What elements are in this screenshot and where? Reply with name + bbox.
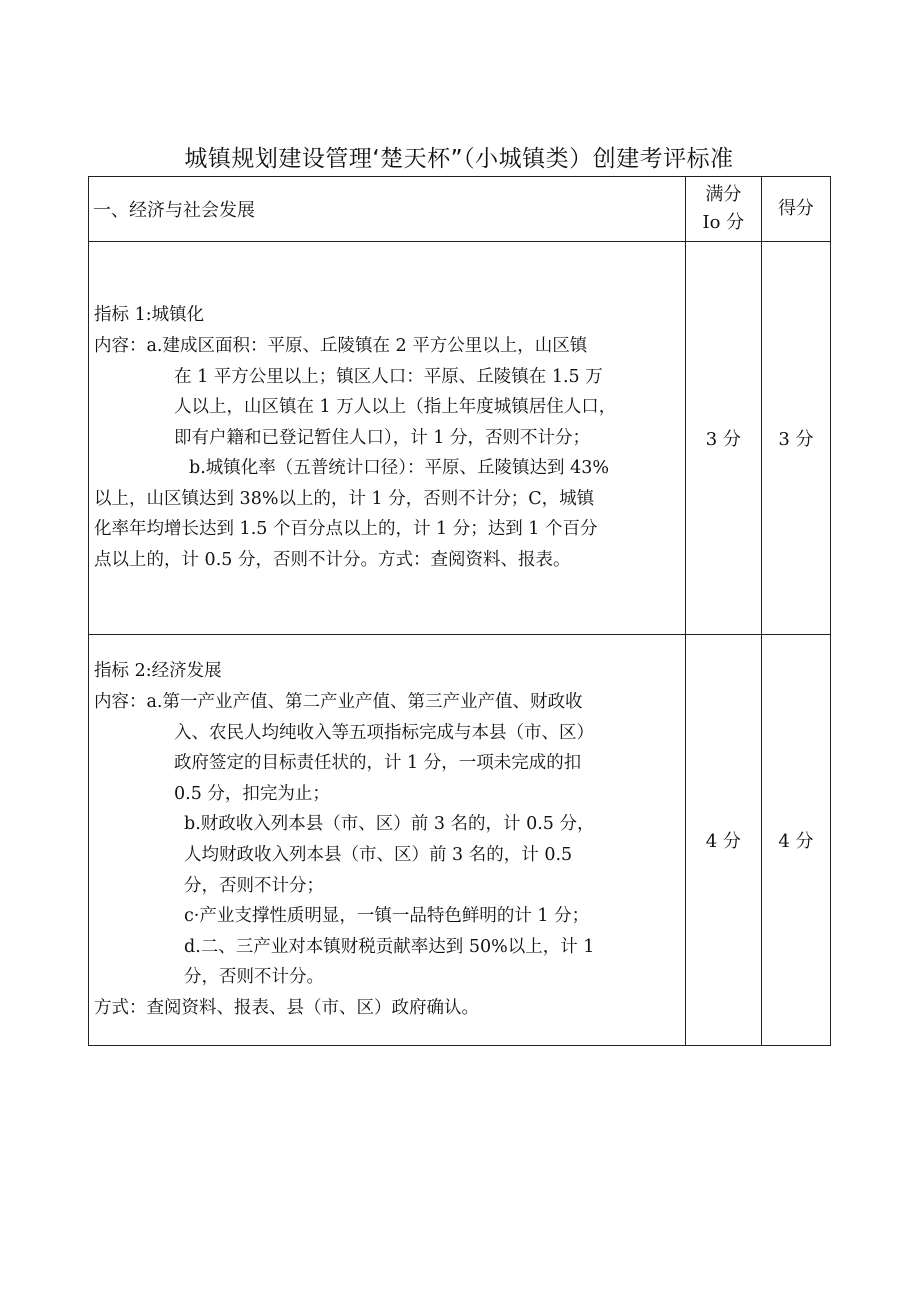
score-cell: 4 分 <box>761 635 830 1046</box>
content-line: d.二、三产业对本镇财税贡献率达到 50%以上，计 1 <box>184 936 595 957</box>
content-line: 分，否则不计分。 <box>184 967 324 988</box>
section-title: 一、经济与社会发展 <box>89 177 686 242</box>
content-line: 在 1 平方公里以上；镇区人口：平原、丘陵镇在 1.5 万 <box>174 366 603 387</box>
content-line: b.城镇化率（五普统计口径）：平原、丘陵镇达到 43% <box>189 458 609 479</box>
table-row <box>89 635 831 1046</box>
full-marks-label: 满分 <box>705 184 742 205</box>
method-line: 方式：查阅资料、报表、县（市、区）政府确认。 <box>94 997 479 1018</box>
content-line: 0.5 分，扣完为止； <box>174 783 330 804</box>
content-line: 化率年均增长达到 1.5 个百分点以上的，计 1 分；达到 1 个百分 <box>94 519 598 540</box>
table-row <box>89 242 831 635</box>
content-line: 点以上的，计 0.5 分，否则不计分。方式：查阅资料、报表。 <box>94 550 571 571</box>
content-line: 分，否则不计分； <box>184 875 324 896</box>
content-line: 以上，山区镇达到 38%以上的，计 1 分，否则不计分；C，城镇 <box>94 488 595 509</box>
evaluation-table <box>88 176 831 1046</box>
content-line: 政府签定的目标责任状的，计 1 分，一项未完成的扣 <box>174 753 582 774</box>
indicator-title: 指标 2:经济发展 <box>94 661 222 682</box>
score-header: 得分 <box>761 177 830 242</box>
content-line: 内容：a.第一产业产值、第二产业产值、第三产业产值、财政收 <box>94 692 583 713</box>
full-marks-header <box>685 177 761 242</box>
header-row <box>89 177 831 242</box>
indicator-1-content <box>89 242 686 635</box>
content-line: 内容：a.建成区面积：平原、丘陵镇在 2 平方公里以上，山区镇 <box>94 335 588 356</box>
content-line: b.财政收入列本县（市、区）前 3 名的，计 0.5 分， <box>184 814 595 835</box>
indicator-title: 指标 1:城镇化 <box>94 305 205 326</box>
content-line: 入、农民人均纯收入等五项指标完成与本县（市、区） <box>174 722 594 743</box>
score-cell: 3 分 <box>761 242 830 635</box>
content-line: 人均财政收入列本县（市、区）前 3 名的，计 0.5 <box>184 845 573 865</box>
full-marks-value: Io 分 <box>702 212 745 233</box>
document-title: 城镇规划建设管理‘楚天杯”（小城镇类）创建考评标准 <box>184 146 734 172</box>
indicator-2-content <box>89 635 686 1046</box>
full-marks-cell: 4 分 <box>685 635 761 1046</box>
content-line: 即有户籍和已登记暂住人口），计 1 分，否则不计分； <box>174 427 591 448</box>
full-marks-cell: 3 分 <box>685 242 761 635</box>
content-line: c·产业支撑性质明显，一镇一品特色鲜明的计 1 分； <box>184 906 590 927</box>
content-line: 人以上，山区镇在 1 万人以上（指上年度城镇居住人口， <box>174 397 617 418</box>
